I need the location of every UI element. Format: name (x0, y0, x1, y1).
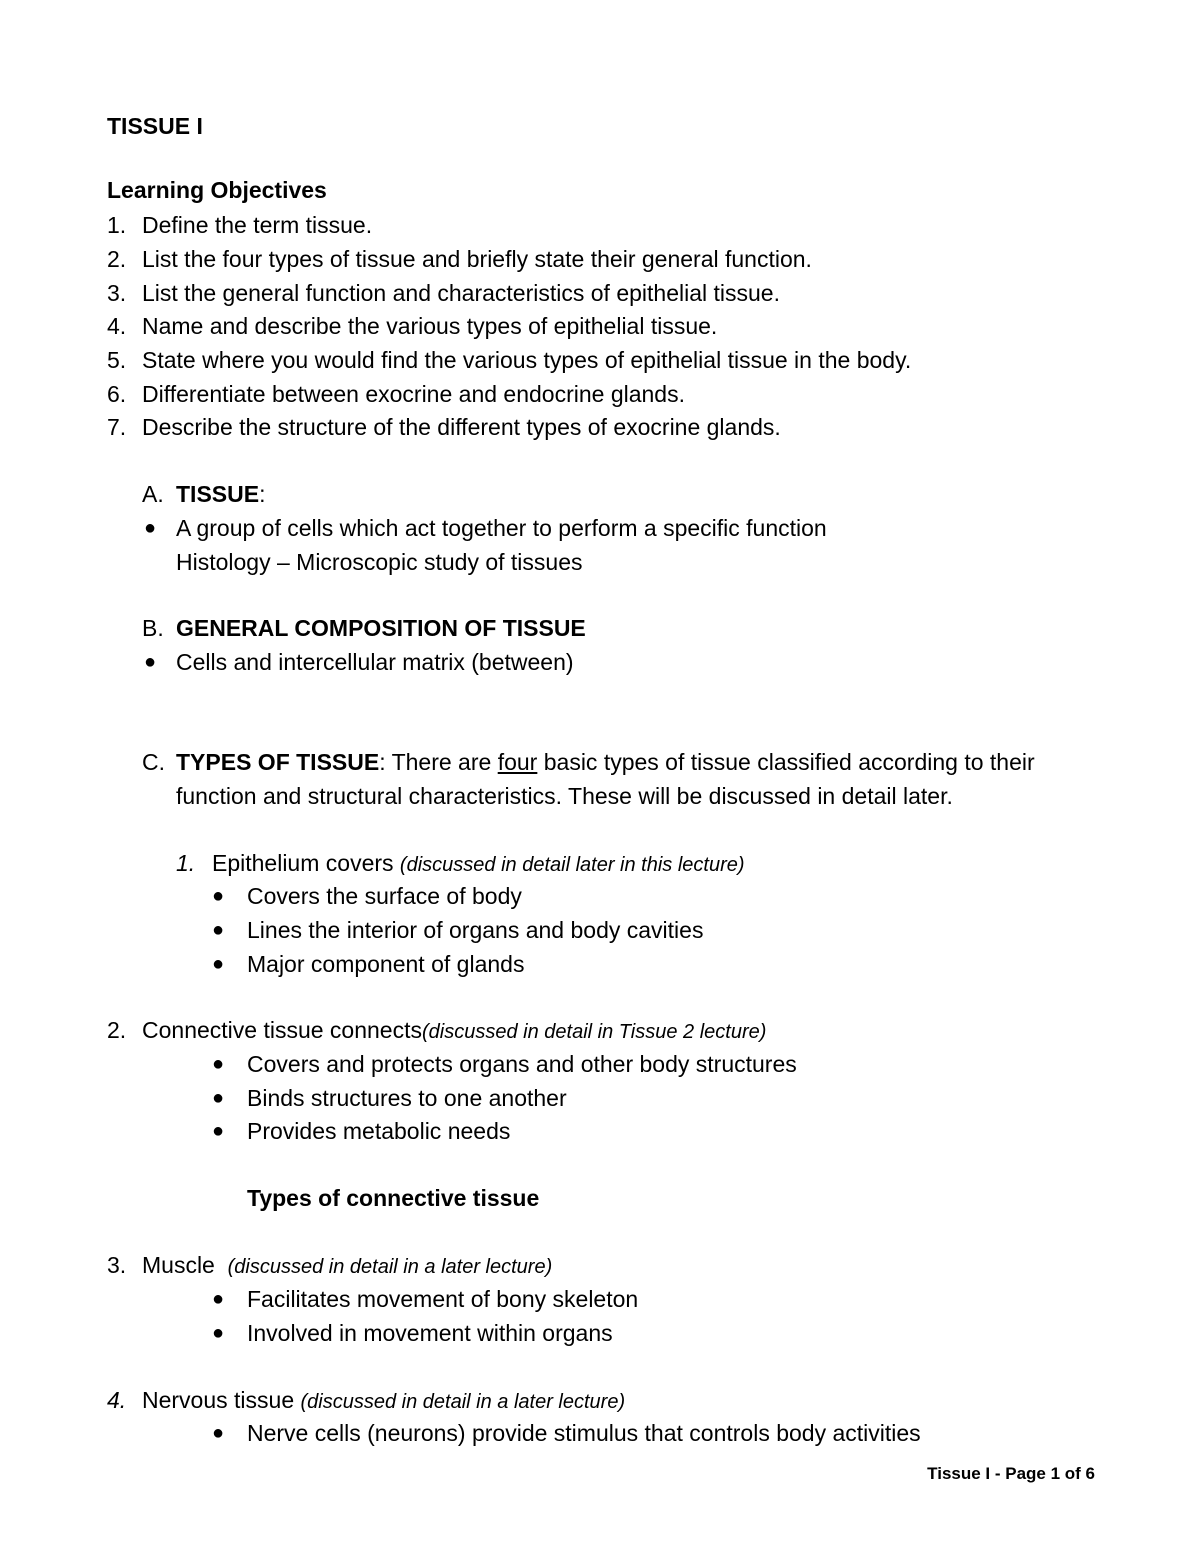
type-note: (discussed in detail in a later lecture) (227, 1256, 553, 1278)
page-footer: Tissue I - Page 1 of 6 (927, 1464, 1095, 1483)
bullet-icon: ● (212, 1288, 225, 1310)
type-number: 2. (107, 1017, 127, 1043)
page-title: TISSUE I (107, 113, 203, 139)
section-b-heading: GENERAL COMPOSITION OF TISSUE (176, 615, 586, 641)
type-bullet: Lines the interior of organs and body cavities (247, 917, 704, 943)
type-bullet: Binds structures to one another (247, 1085, 567, 1111)
bullet-icon: ● (212, 1087, 225, 1109)
section-c-heading: TYPES OF TISSUE (176, 749, 380, 775)
type-heading-line (142, 1251, 552, 1281)
type-note: (discussed in detail in Tissue 2 lecture) (422, 1021, 767, 1043)
objective-number: 4. (107, 313, 127, 339)
type-name: Muscle (142, 1252, 228, 1278)
type-number: 3. (107, 1252, 127, 1278)
section-a-letter: A. (142, 481, 164, 507)
section-c-text-post: basic types of tissue classified according to their (537, 749, 1035, 775)
type-name: Nervous tissue (142, 1387, 301, 1413)
section-a-bullet: A group of cells which act together to perform a specific function (176, 515, 827, 541)
type-bullet: Involved in movement within organs (247, 1320, 613, 1346)
type-heading-line (142, 1386, 625, 1416)
section-a-heading-line (176, 480, 265, 508)
objective-text: Describe the structure of the different types of exocrine glands. (142, 414, 781, 440)
objective-number: 1. (107, 212, 127, 238)
type-number: 4. (107, 1387, 127, 1413)
bullet-icon: ● (212, 1120, 225, 1142)
objective-text: Differentiate between exocrine and endocrine glands. (142, 381, 685, 407)
type-heading-line (142, 1016, 766, 1046)
section-c-line2: function and structural characteristics. These will be discussed in detail later. (176, 783, 953, 809)
type-name: Epithelium covers (212, 850, 400, 876)
bullet-icon: ● (212, 919, 225, 941)
type-name: Connective tissue connects (142, 1017, 422, 1043)
objective-number: 5. (107, 347, 127, 373)
objective-number: 6. (107, 381, 127, 407)
type-note: (discussed in detail in a later lecture) (300, 1391, 626, 1413)
bullet-icon: ● (212, 1053, 225, 1075)
section-c-underlined-word: four (497, 749, 538, 775)
bullet-icon: ● (212, 885, 225, 907)
type-heading-line (212, 849, 745, 879)
objective-text: Define the term tissue. (142, 212, 373, 238)
objective-text: List the general function and characteristics of epithelial tissue. (142, 280, 780, 306)
type-bullet: Nerve cells (neurons) provide stimulus that controls body activities (247, 1420, 921, 1446)
connective-subheading: Types of connective tissue (247, 1185, 540, 1211)
objectives-heading: Learning Objectives (107, 177, 327, 203)
type-bullet: Major component of glands (247, 951, 525, 977)
section-c-text-pre: : There are (379, 749, 498, 775)
bullet-icon: ● (144, 517, 157, 539)
section-b-letter: B. (142, 615, 164, 641)
type-bullet: Covers the surface of body (247, 883, 522, 909)
objective-number: 7. (107, 414, 127, 440)
objective-number: 3. (107, 280, 127, 306)
objective-text: List the four types of tissue and briefly state their general function. (142, 246, 812, 272)
section-c-letter: C. (142, 749, 165, 775)
type-number: 1. (176, 850, 196, 876)
type-bullet: Facilitates movement of bony skeleton (247, 1286, 639, 1312)
type-note: (discussed in detail later in this lecture) (399, 854, 745, 876)
section-b-bullet: Cells and intercellular matrix (between) (176, 649, 574, 675)
section-a-subline: Histology – Microscopic study of tissues (176, 549, 583, 575)
section-a-heading: TISSUE (176, 481, 260, 507)
objective-number: 2. (107, 246, 127, 272)
objective-text: State where you would find the various types of epithelial tissue in the body. (142, 347, 912, 373)
type-bullet: Covers and protects organs and other body structures (247, 1051, 797, 1077)
bullet-icon: ● (212, 953, 225, 975)
bullet-icon: ● (212, 1422, 225, 1444)
bullet-icon: ● (144, 651, 157, 673)
objective-text: Name and describe the various types of epithelial tissue. (142, 313, 718, 339)
type-bullet: Provides metabolic needs (247, 1118, 511, 1144)
section-c-line1 (176, 748, 1035, 776)
section-a-colon: : (259, 481, 266, 507)
bullet-icon: ● (212, 1322, 225, 1344)
